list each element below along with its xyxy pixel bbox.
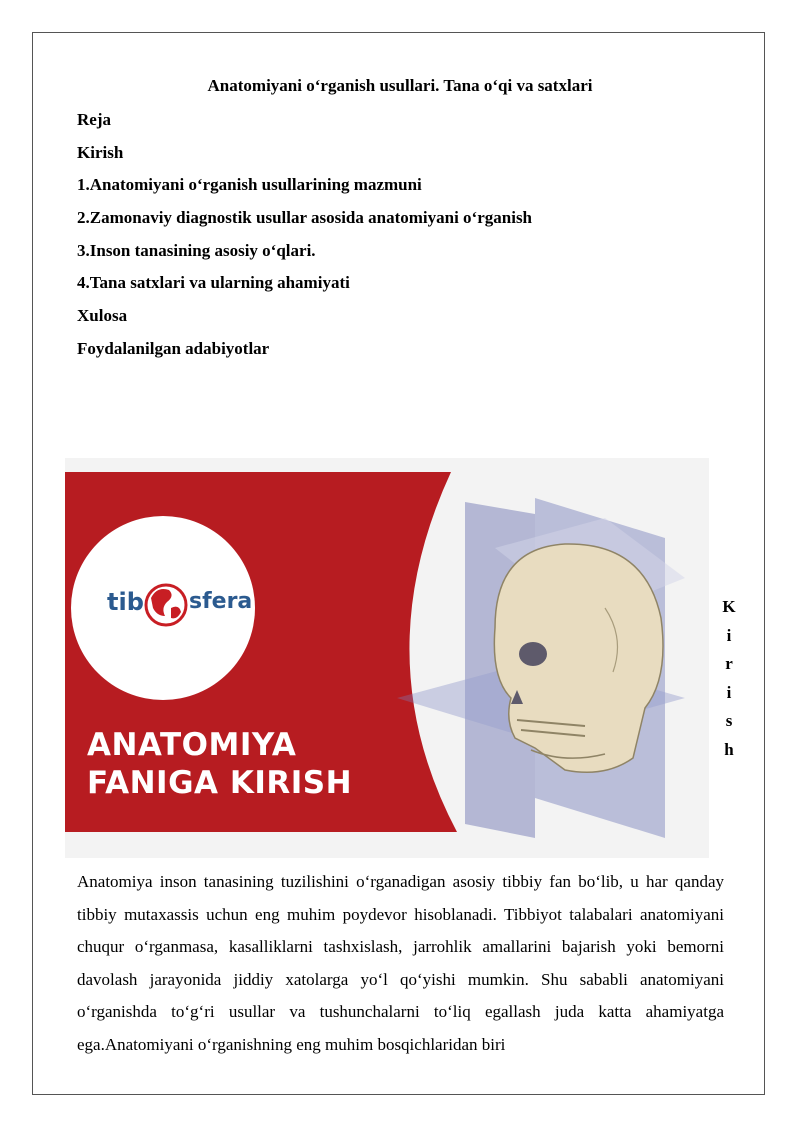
banner-heading-line1: ANATOMIYA xyxy=(87,727,297,763)
document-title: Anatomiyani o‘rganish usullari. Tana o‘qi va satxlari xyxy=(207,76,593,95)
plan-item: 4.Tana satxlari va ularning ahamiyati xyxy=(77,273,350,293)
logo-tib-text: tib xyxy=(107,588,144,616)
plan-list xyxy=(77,108,532,370)
side-heading-kirish xyxy=(722,596,736,767)
plan-item: 1.Anatomiyani o‘rganish usullarining mazmuni xyxy=(77,175,422,195)
skull-illustration xyxy=(494,544,663,772)
plan-item: 3.Inson tanasining asosiy o‘qlari. xyxy=(77,240,316,260)
plan-item: Foydalanilgan adabiyotlar xyxy=(77,338,270,358)
banner-heading-line2: FANIGA KIRISH xyxy=(87,765,353,801)
side-heading-letter: h xyxy=(724,739,734,759)
side-heading-letter: i xyxy=(726,625,732,645)
side-heading-letter: r xyxy=(725,654,733,673)
intro-paragraph: Anatomiya inson tanasining tuzilishini o‘rganadigan asosiy tibbiy fan bo‘lib, u har qanday tibbiy mutaxassis uchun eng muhim poydevor hisoblanadi. Tibbiyot talabalari anatomiyani chuqur o‘rganmasa, kasalliklarni tashxislash, jarrohlik amallarini bajarish yoki bemorni davolash jarayonida jiddiy xatolarga yo‘l qo‘yishi mumkin. Shu sababli anatomiyani o‘rganishda to‘g‘ri usullar va tushunchalarni to‘liq egallash juda katta ahamiyatga ega.Anatomiyani o‘rganishning eng muhim bosqichlaridan biri xyxy=(77,872,724,1054)
plan-item: 2.Zamonaviy diagnostik usullar asosida anatomiyani o‘rganish xyxy=(77,208,533,228)
plan-item: Xulosa xyxy=(77,306,128,326)
plan-item: Kirish xyxy=(77,142,124,162)
plan-heading: Reja xyxy=(77,110,111,129)
banner-heading xyxy=(87,726,352,802)
globe-icon xyxy=(146,585,186,625)
anatomy-banner-image xyxy=(65,458,709,858)
side-heading-letter: K xyxy=(722,597,736,616)
side-heading-letter: i xyxy=(726,682,732,702)
logo-sfera-text: sfera xyxy=(189,589,253,614)
side-heading-letter: s xyxy=(725,711,733,730)
